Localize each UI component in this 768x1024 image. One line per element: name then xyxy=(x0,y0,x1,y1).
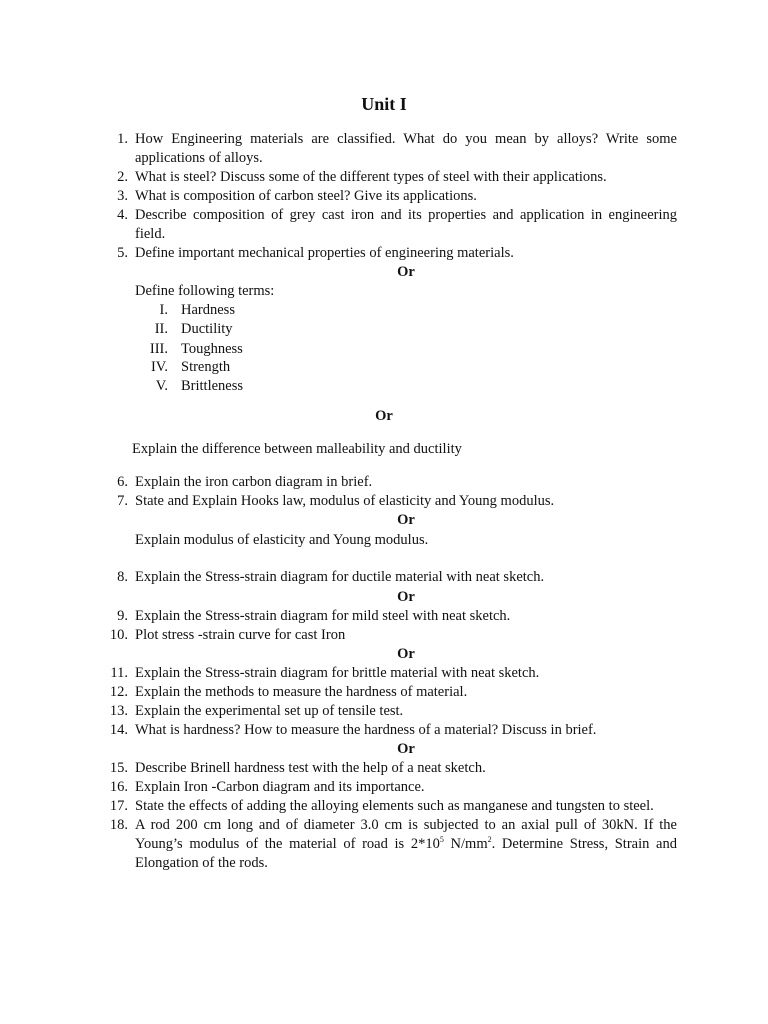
term-number: I. xyxy=(159,302,168,318)
question-number: 6. xyxy=(117,474,128,490)
question-text: A rod 200 cm long and of diameter 3.0 cm is subjected to an axial pull of 30kN. If the xyxy=(135,817,677,833)
question-number: 11. xyxy=(110,665,128,681)
question-text: Explain the Stress-strain diagram for mild steel with neat sketch. xyxy=(135,608,511,624)
question-text: Explain the iron carbon diagram in brief. xyxy=(135,474,373,490)
question-number: 18. xyxy=(109,817,128,833)
question-text: How Engineering materials are classified. What do you mean by alloys? Write some xyxy=(135,131,677,147)
or-separator: Or xyxy=(397,589,415,605)
question-text: Define important mechanical properties of engineering materials. xyxy=(135,245,514,261)
question-text: Explain Iron -Carbon diagram and its importance. xyxy=(135,779,425,795)
question-text: Explain the methods to measure the hardness of material. xyxy=(135,684,468,700)
term-text: Strength xyxy=(181,359,231,375)
question-text: Plot stress -strain curve for cast Iron xyxy=(135,627,346,643)
question-number: 8. xyxy=(117,569,128,585)
question-number: 12. xyxy=(109,684,128,700)
question-text: Explain the experimental set up of tensile test. xyxy=(135,703,404,719)
question-text: Explain the Stress-strain diagram for ductile material with neat sketch. xyxy=(135,569,545,585)
question-text: Explain modulus of elasticity and Young modulus. xyxy=(135,532,429,548)
question-text: Explain the Stress-strain diagram for brittle material with neat sketch. xyxy=(135,665,540,681)
question-text: What is hardness? How to measure the hardness of a material? Discuss in brief. xyxy=(135,722,597,738)
question-number: 9. xyxy=(117,608,128,624)
exponent: 2 xyxy=(487,835,492,845)
term-text: Toughness xyxy=(181,341,243,357)
question-number: 5. xyxy=(117,245,128,261)
question-number: 4. xyxy=(117,207,128,223)
or-separator: Or xyxy=(397,512,415,528)
question-text: Describe Brinell hardness test with the help of a neat sketch. xyxy=(135,760,486,776)
term-number: IV. xyxy=(150,359,168,375)
question-text: State and Explain Hooks law, modulus of elasticity and Young modulus. xyxy=(135,493,555,509)
question-text: field. xyxy=(135,226,166,242)
question-number: 14. xyxy=(109,722,128,738)
or-separator: Or xyxy=(397,646,415,662)
or-separator: Or xyxy=(397,741,415,757)
define-terms-text: Define following terms: xyxy=(135,283,275,299)
question-number: 7. xyxy=(117,493,128,509)
question-text: Describe composition of grey cast iron and its properties and application in engineering xyxy=(135,207,677,223)
exponent: 5 xyxy=(439,835,444,845)
question-text: State the effects of adding the alloying elements such as manganese and tungsten to steel. xyxy=(135,798,654,814)
question-number: 15. xyxy=(109,760,128,776)
question-text: Elongation of the rods. xyxy=(135,855,268,871)
term-text: Brittleness xyxy=(181,378,244,394)
question-number: 17. xyxy=(109,798,128,814)
term-text: Ductility xyxy=(181,321,233,337)
term-number: III. xyxy=(149,341,168,357)
term-number: II. xyxy=(154,321,168,337)
question-text: applications of alloys. xyxy=(135,150,263,166)
question-text-part: Young’s modulus of the material of road is 2*10 xyxy=(135,836,440,852)
term-text: Hardness xyxy=(181,302,235,318)
or-separator: Or xyxy=(375,408,393,424)
question-number: 2. xyxy=(117,169,128,185)
question-text-part: N/mm xyxy=(443,836,488,852)
question-number: 1. xyxy=(117,131,128,147)
question-text: What is steel? Discuss some of the different types of steel with their applications. xyxy=(135,169,607,185)
question-number: 10. xyxy=(109,627,128,643)
question-text: What is composition of carbon steel? Give its applications. xyxy=(135,188,477,204)
or-separator: Or xyxy=(397,264,415,280)
question-number: 13. xyxy=(109,703,128,719)
term-number: V. xyxy=(155,378,168,394)
question-text-part: . Determine Stress, Strain and xyxy=(491,836,677,852)
malleability-question: Explain the difference between malleability and ductility xyxy=(132,441,462,457)
question-text-line xyxy=(135,835,677,854)
page-title: Unit I xyxy=(361,94,407,114)
question-number: 3. xyxy=(117,188,128,204)
question-number: 16. xyxy=(109,779,128,795)
